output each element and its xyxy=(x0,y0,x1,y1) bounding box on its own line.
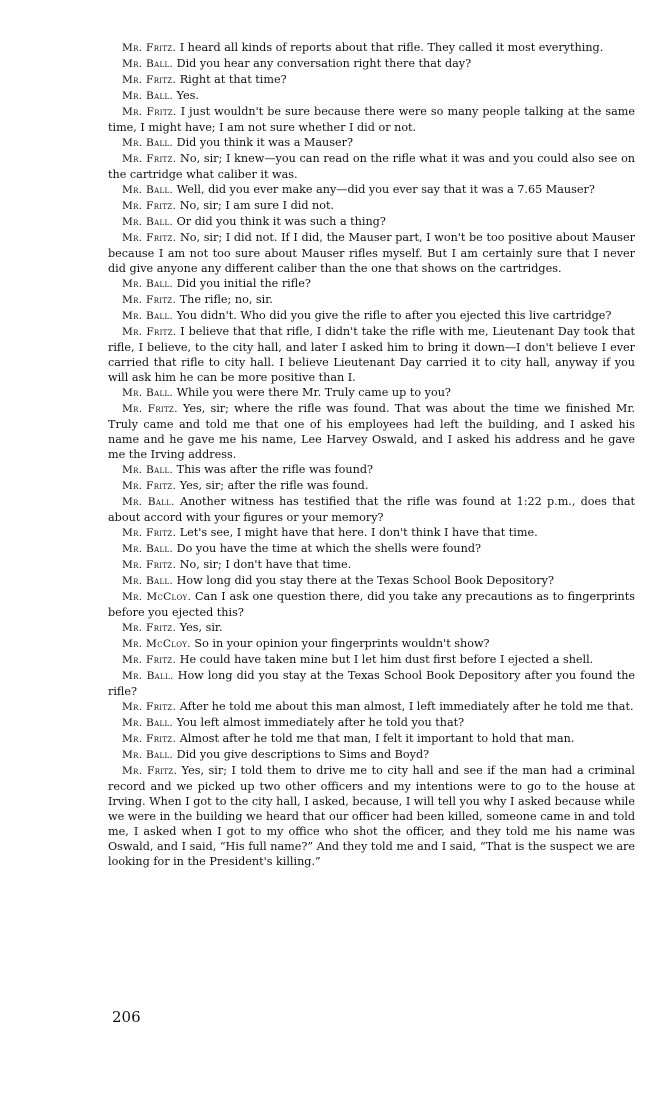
testimony-paragraph xyxy=(108,715,635,731)
testimony-paragraph xyxy=(108,72,635,88)
speaker-label: Mr. Fritz. xyxy=(122,326,177,338)
testimony-paragraph xyxy=(108,308,635,324)
speaker-label: Mr. Ball. xyxy=(122,278,174,290)
speaker-label: Mr. McCloy. xyxy=(122,591,192,603)
testimony-paragraph xyxy=(108,324,635,385)
testimony-paragraph xyxy=(108,198,635,214)
testimony-text: Well, did you ever make any—did you ever say that it was a 7.65 Mauser? xyxy=(176,183,595,196)
testimony-paragraph xyxy=(108,668,635,699)
testimony-paragraph xyxy=(108,747,635,763)
speaker-label: Mr. Fritz. xyxy=(122,294,177,306)
testimony-paragraph xyxy=(108,276,635,292)
speaker-label: Mr. Ball. xyxy=(122,137,174,149)
testimony-text: No, sir; I knew—you can read on the rifle what it was and you could also see on the cartridge what caliber it was. xyxy=(108,152,636,181)
testimony-text: Did you initial the rifle? xyxy=(176,277,311,290)
testimony-text: You didn't. Who did you give the rifle to after you ejected this live cartridge? xyxy=(176,309,612,322)
testimony-paragraph xyxy=(108,135,635,151)
testimony-text: Or did you think it was such a thing? xyxy=(176,215,386,228)
testimony-paragraph xyxy=(108,589,635,620)
testimony-text: Can I ask one question there, did you take any precautions as to fingerprints before you ejected this? xyxy=(108,590,635,619)
speaker-label: Mr. Fritz. xyxy=(122,74,177,86)
speaker-label: Mr. Ball. xyxy=(122,496,175,508)
testimony-paragraph xyxy=(108,462,635,478)
testimony-text: Yes, sir; I told them to drive me to city hall and see if the man had a criminal record and we picked up two other officers and my intentions were to go to the house at Irving. When I got to the city hall, I asked, because, I will tell you why I asked because while we were in the building we heard that our officer had been killed, someone came in and told me, I asked when I got to my office who shot the officer, and they told me his name was Oswald, and I said, “His full name?” And they told me and I said, “That is the suspect we are looking for in the President's killing.” xyxy=(108,764,636,868)
testimony-paragraph xyxy=(108,182,635,198)
testimony-text: No, sir; I don't have that time. xyxy=(179,558,352,571)
testimony-text: Right at that time? xyxy=(179,73,287,86)
testimony-paragraph xyxy=(108,40,635,56)
testimony-paragraph xyxy=(108,731,635,747)
speaker-label: Mr. Ball. xyxy=(122,670,174,682)
testimony-text: While you were there Mr. Truly came up to you? xyxy=(176,386,451,399)
testimony-text: This was after the rifle was found? xyxy=(176,463,373,476)
speaker-label: Mr. Fritz. xyxy=(122,622,177,634)
testimony-text: Yes, sir; after the rifle was found. xyxy=(179,479,369,492)
testimony-paragraph xyxy=(108,541,635,557)
testimony-paragraph xyxy=(108,620,635,636)
testimony-text: The rifle; no, sir. xyxy=(179,293,273,306)
transcript-body xyxy=(108,40,635,869)
testimony-text: Did you hear any conversation right there that day? xyxy=(176,57,472,70)
testimony-text: Let's see, I might have that here. I don't think I have that time. xyxy=(179,526,538,539)
speaker-label: Mr. Fritz. xyxy=(122,153,177,165)
testimony-paragraph xyxy=(108,478,635,494)
testimony-text: So in your opinion your fingerprints wouldn't show? xyxy=(194,637,490,650)
testimony-text: I heard all kinds of reports about that rifle. They called it most everything. xyxy=(179,41,604,54)
speaker-label: Mr. Ball. xyxy=(122,58,174,70)
testimony-paragraph xyxy=(108,699,635,715)
speaker-label: Mr. Ball. xyxy=(122,543,174,555)
testimony-paragraph xyxy=(108,230,635,276)
speaker-label: Mr. Ball. xyxy=(122,90,174,102)
testimony-paragraph xyxy=(108,652,635,668)
testimony-text: After he told me about this man almost, I left immediately after he told me that. xyxy=(179,700,634,713)
testimony-text: Do you have the time at which the shells were found? xyxy=(176,542,481,555)
speaker-label: Mr. Fritz. xyxy=(122,527,177,539)
testimony-text: You left almost immediately after he told you that? xyxy=(176,716,465,729)
testimony-paragraph xyxy=(108,385,635,401)
speaker-label: Mr. Fritz. xyxy=(122,200,177,212)
testimony-paragraph xyxy=(108,214,635,230)
testimony-paragraph xyxy=(108,401,635,462)
testimony-paragraph xyxy=(108,104,635,135)
speaker-label: Mr. Ball. xyxy=(122,387,174,399)
testimony-text: Another witness has testified that the rifle was found at 1:22 p.m., does that about accord with your figures or your memory? xyxy=(108,495,636,524)
speaker-label: Mr. Ball. xyxy=(122,749,174,761)
testimony-text: Almost after he told me that man, I felt it important to hold that man. xyxy=(179,732,575,745)
speaker-label: Mr. Fritz. xyxy=(122,654,177,666)
testimony-paragraph xyxy=(108,56,635,72)
speaker-label: Mr. Fritz. xyxy=(122,559,177,571)
speaker-label: Mr. Ball. xyxy=(122,575,174,587)
speaker-label: Mr. Fritz. xyxy=(122,106,177,118)
testimony-paragraph xyxy=(108,151,635,182)
testimony-paragraph xyxy=(108,557,635,573)
speaker-label: Mr. Ball. xyxy=(122,184,174,196)
speaker-label: Mr. Ball. xyxy=(122,216,174,228)
speaker-label: Mr. Ball. xyxy=(122,310,174,322)
testimony-paragraph xyxy=(108,88,635,104)
testimony-text: No, sir; I am sure I did not. xyxy=(179,199,335,212)
testimony-text: Did you think it was a Mauser? xyxy=(176,136,353,149)
testimony-text: How long did you stay at the Texas School Book Depository after you found the rifle? xyxy=(108,669,636,698)
speaker-label: Mr. Fritz. xyxy=(122,733,177,745)
testimony-text: I just wouldn't be sure because there were so many people talking at the same time, I might have; I am not sure whether I did or not. xyxy=(108,105,636,134)
page-number: 206 xyxy=(112,1008,141,1026)
testimony-paragraph xyxy=(108,763,635,869)
testimony-text: How long did you stay there at the Texas School Book Depository? xyxy=(176,574,554,587)
testimony-paragraph xyxy=(108,494,635,525)
testimony-text: He could have taken mine but I let him dust first before I ejected a shell. xyxy=(179,653,594,666)
testimony-text: I believe that that rifle, I didn't take the rifle with me, Lieutenant Day took that rifle, I believe, to the city hall, and later I asked him to bring it down—I don't believe I ever carried that rifle to city hall. I believe Lieutenant Day carried it to city hall, anyway if you will ask him he can be more positive than I. xyxy=(108,325,636,384)
speaker-label: Mr. McCloy. xyxy=(122,638,191,650)
testimony-paragraph xyxy=(108,636,635,652)
testimony-text: No, sir; I did not. If I did, the Mauser part, I won't be too positive about Mauser because I am not too sure about Mauser rifles myself. But I am certainly sure that I never did give anyone any different caliber than the one that shows on the cartridges. xyxy=(108,231,635,275)
speaker-label: Mr. Fritz. xyxy=(122,480,177,492)
testimony-text: Yes, sir. xyxy=(179,621,223,634)
speaker-label: Mr. Fritz. xyxy=(122,701,177,713)
testimony-paragraph xyxy=(108,292,635,308)
testimony-text: Did you give descriptions to Sims and Boyd? xyxy=(176,748,430,761)
speaker-label: Mr. Ball. xyxy=(122,464,174,476)
speaker-label: Mr. Ball. xyxy=(122,717,174,729)
testimony-text: Yes, sir; where the rifle was found. That was about the time we finished Mr. Truly came and told me that one of his employees had left the building, and I asked his name and he gave me his name, Lee Harvey Oswald, and I asked his address and he gave me the Irving address. xyxy=(108,402,636,461)
testimony-text: Yes. xyxy=(176,89,199,102)
speaker-label: Mr. Fritz. xyxy=(122,765,178,777)
speaker-label: Mr. Fritz. xyxy=(122,42,177,54)
testimony-paragraph xyxy=(108,573,635,589)
speaker-label: Mr. Fritz. xyxy=(122,403,178,415)
testimony-paragraph xyxy=(108,525,635,541)
speaker-label: Mr. Fritz. xyxy=(122,232,177,244)
